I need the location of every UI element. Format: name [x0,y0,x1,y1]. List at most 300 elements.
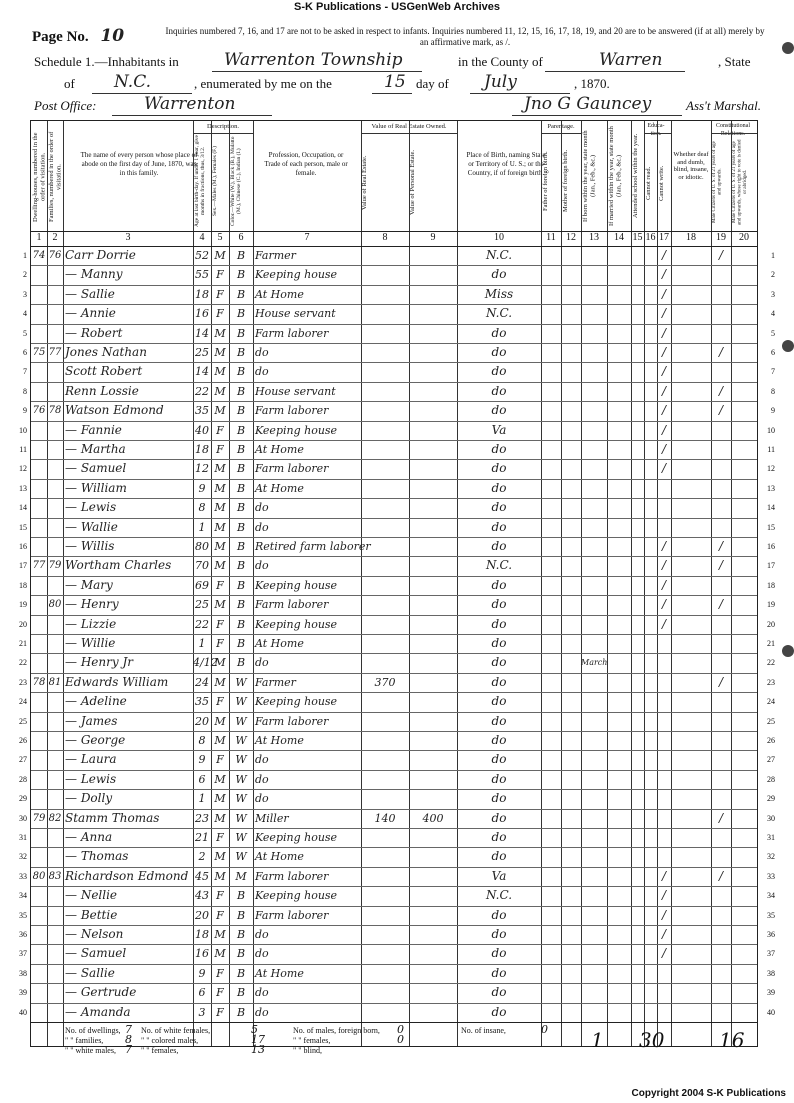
birthplace: do [491,480,507,495]
birthplace: Miss [484,286,514,301]
person-sex: M [214,656,226,670]
person-sex: M [214,404,226,418]
tally-citizens: 16 [719,1028,745,1052]
col-school-header: Attended school within the year. [632,133,639,219]
person-color: B [236,423,246,437]
cannot-write-mark: / [661,927,667,941]
person-name: — Fannie [65,422,122,437]
row-number-right: 28 [767,774,775,784]
person-occupation: At Home [255,850,304,864]
family-number: 80 [48,599,62,611]
person-name: — Henry [65,597,119,612]
row-number-left: 34 [19,891,27,901]
person-name: — William [65,480,127,495]
marshal-signature: Jno G Gauncey [524,94,652,114]
cannot-write-mark: / [661,539,667,553]
day-underline [372,93,412,94]
person-sex: F [216,695,224,709]
person-color: W [235,695,247,709]
person-color: B [236,617,246,631]
column-divider [253,121,254,1046]
real-estate-value: 370 [374,675,396,689]
punch-hole-top [782,42,794,54]
row-number-right: 17 [767,561,775,571]
person-sex: F [216,287,224,301]
row-number-left: 32 [19,852,27,862]
birthplace: N.C. [485,888,513,903]
person-occupation: House servant [255,307,336,321]
person-name: — George [65,733,126,747]
birthplace: do [491,927,507,941]
row-number-right: 21 [767,639,775,648]
row-number-left: 9 [23,406,27,416]
person-name: Renn Lossie [65,383,139,398]
row-number-left: 22 [19,658,27,668]
person-occupation: Farm laborer [255,869,329,883]
person-name: — Samuel [65,946,127,961]
person-occupation: do [255,947,269,961]
cannot-write-mark: / [661,325,667,340]
row-number-left: 7 [23,367,27,377]
person-name: — Adeline [65,694,127,709]
family-number: 76 [48,250,62,261]
column-number: 10 [494,232,504,243]
citizen-mark: / [718,403,724,418]
row-number-left: 11 [19,445,27,454]
person-age: 80 [195,540,209,553]
cannot-write-mark: / [661,345,667,359]
birthplace: do [491,519,507,534]
cannot-write-mark: / [661,248,667,262]
person-sex: F [216,908,224,922]
birthplace: do [491,810,507,825]
instructions-note: Inquiries numbered 7, 16, and 17 are not to be asked in respect to infants. Inquiries numbered 11, 12, 15, 16, 17, 18, 19, and 20 are to be answered (if at all) merely by an affirmative mark, as /. [165,26,765,47]
person-color: W [235,831,247,844]
dwellings-value: 7 [125,1023,132,1036]
person-sex: F [216,423,224,437]
person-name: — Sallie [65,965,115,980]
cannot-write-mark: / [661,558,667,573]
insane-label: No. of insane, [461,1026,506,1035]
column-divider [607,121,608,1046]
row-number-left: 17 [19,561,27,571]
birthplace: N.C. [485,558,513,573]
white-females-value: 5 [251,1023,258,1036]
person-sex: F [216,889,224,903]
person-age: 55 [195,268,209,282]
post-office-value: Warrenton [144,94,236,114]
family-number: 83 [48,870,62,882]
person-occupation: At Home [255,734,304,747]
col-disability-header: Whether deaf and dumb, blind, insane, or idiotic. [673,151,709,181]
group-header-divider [644,133,671,134]
person-occupation: Miller [255,811,289,825]
person-color: B [236,1005,246,1019]
person-sex: F [216,831,224,844]
row-number-left: 30 [19,813,27,823]
person-name: Jones Nathan [65,345,147,359]
constitutional-header: Constitutional Relations. [715,123,750,137]
person-sex: F [216,637,224,650]
row-number-right: 1 [771,251,775,260]
person-occupation: At Home [255,443,304,456]
person-age: 22 [195,384,209,398]
citizen-mark: / [718,597,724,612]
person-age: 70 [195,559,209,573]
person-color: W [235,811,247,825]
row-number-right: 20 [767,619,775,629]
row-number-right: 37 [767,949,775,959]
person-name: Watson Edmond [65,403,164,418]
dwelling-number: 75 [32,347,46,358]
person-name: — Annie [65,306,116,321]
birthplace: do [491,733,507,747]
birthplace: do [491,791,507,806]
person-age: 6 [198,986,206,1000]
birthplace: do [491,267,507,282]
birthplace: do [491,946,507,961]
white-females-label: No. of white females, [141,1026,211,1035]
person-sex: M [214,714,226,728]
person-sex: M [214,734,226,747]
person-sex: F [216,443,224,456]
person-occupation: At Home [255,966,304,980]
row-number-right: 36 [767,930,775,939]
birthplace: do [491,364,507,379]
row-number-left: 27 [19,755,27,765]
birthplace: do [491,442,507,456]
birthplace: do [491,403,507,418]
column-number: 8 [382,232,388,243]
person-name: — Martha [65,442,126,456]
insane-value: 0 [541,1023,548,1036]
person-occupation: do [255,346,269,359]
person-age: 45 [195,869,209,883]
row-number-right: 9 [771,406,775,416]
year-label: , 1870. [574,76,610,91]
person-occupation: do [255,520,269,534]
column-divider [361,121,362,1046]
birthplace: do [491,500,507,515]
person-color: W [235,675,247,689]
group-header-divider [711,133,757,134]
group-header-divider [361,133,457,134]
birthplace: do [491,539,507,553]
white-males-value: 7 [125,1043,132,1056]
family-number: 78 [48,405,62,417]
person-occupation: House servant [255,384,336,398]
person-color: B [236,656,246,670]
row-number-right: 29 [767,794,775,804]
person-color: M [235,869,247,883]
person-sex: M [214,540,226,553]
row-number-right: 23 [767,677,775,687]
families-label: " " families, [65,1036,104,1045]
day-value: 15 [384,72,406,92]
column-number: 6 [238,232,244,243]
person-age: 35 [195,695,209,709]
county-label: in the County of [458,54,543,69]
column-number: 12 [566,232,576,243]
person-occupation: Keeping house [255,578,338,592]
column-divider [581,121,582,1046]
person-color: B [236,578,246,592]
person-sex: M [214,365,226,379]
birthplace: do [491,849,507,864]
row-number-left: 29 [19,794,27,804]
person-name: — Lewis [65,500,117,515]
foreign-males-label: No. of males, foreign born, [293,1026,380,1035]
column-number: 18 [686,232,696,243]
person-sex: M [214,501,226,515]
post-office-underline [112,115,272,116]
person-age: 6 [198,772,206,786]
banner: S-K Publications - USGenWeb Archives [294,1,500,13]
cannot-write-mark: / [661,597,667,612]
schedule-label: Schedule 1.—Inhabitants in [34,54,179,69]
person-name: Stamm Thomas [65,810,160,825]
row-number-right: 12 [767,464,775,474]
column-number: 7 [304,232,310,243]
row-number-left: 26 [19,736,27,745]
copyright: Copyright 2004 S-K Publications [631,1088,786,1099]
person-sex: M [214,462,226,476]
person-color: B [236,346,246,359]
row-number-left: 6 [23,348,27,357]
person-sex: M [214,481,226,495]
person-age: 22 [195,617,209,631]
person-age: 20 [195,908,209,922]
cannot-write-mark: / [661,364,667,379]
state-value: N.C. [114,72,151,92]
person-sex: M [214,811,226,825]
person-age: 4/12 [193,656,218,670]
col-vote-denied-header: Male Citizens of U. S. of 21 years of age and upwards, whose right to vote is denied or abridged. [732,139,748,225]
row-number-left: 23 [19,677,27,687]
enumerated-label: , enumerated by me on the [194,76,332,91]
col-family-header: Families, numbered in the order of visitation. [48,131,63,223]
person-occupation: do [255,986,269,1000]
birthplace: do [491,985,507,1000]
citizen-mark: / [718,383,724,398]
person-name: — James [65,713,118,728]
column-number: 4 [199,232,205,243]
person-occupation: do [255,753,269,767]
birthplace: N.C. [485,306,513,321]
row-number-right: 30 [767,813,775,823]
person-sex: F [216,966,224,980]
parentage-header: Parentage. [547,123,575,130]
person-occupation: Farm laborer [255,462,329,476]
marshal-underline [512,115,682,116]
person-occupation: do [255,559,269,573]
person-sex: F [216,578,224,592]
cannot-write-mark: / [661,888,667,903]
person-age: 18 [195,443,209,456]
row-number-left: 21 [19,639,27,648]
person-age: 14 [195,365,209,379]
person-sex: M [214,869,226,883]
person-color: B [236,384,246,398]
col-dwelling-header: Dwelling-houses, numbered in the order of visitation. [32,132,47,222]
punch-hole-bottom [782,645,794,657]
page-number-label [32,26,124,46]
person-color: W [235,753,247,767]
of-label: of [64,76,75,91]
family-number: 77 [48,347,62,358]
person-sex: F [216,268,224,282]
birthplace: do [491,655,507,670]
person-name: — Lewis [65,771,117,786]
person-occupation: At Home [255,481,304,495]
person-name: — Thomas [65,849,129,864]
column-divider [671,121,672,1046]
row-number-right: 26 [767,736,775,745]
cannot-write-mark: / [661,907,667,922]
row-number-right: 19 [767,600,775,610]
column-number: 11 [546,232,556,243]
blind-label: " " blind, [293,1046,322,1055]
birthplace: do [491,752,507,767]
group-header-divider [193,133,253,134]
row-number-left: 24 [19,697,27,707]
state-label: , State [718,54,751,69]
person-name: — Laura [65,752,117,767]
person-occupation: do [255,1005,269,1019]
person-sex: M [214,947,226,961]
person-age: 18 [195,287,209,301]
person-color: W [235,714,247,728]
group-header-divider [541,133,581,134]
colored-females-label: " " females, [141,1046,179,1055]
column-divider [561,121,562,1046]
column-divider [631,121,632,1046]
person-sex: M [214,772,226,786]
citizen-mark: / [718,868,724,883]
person-age: 18 [195,928,209,941]
person-age: 35 [195,404,209,418]
person-color: B [236,889,246,903]
person-color: B [236,947,246,961]
birthplace: do [491,1004,507,1019]
person-color: B [236,928,246,941]
person-color: B [236,307,246,321]
person-sex: F [216,1005,224,1019]
birth-month: March [581,658,608,668]
marshal-label: Ass't Marshal. [686,98,762,113]
person-color: B [236,966,246,980]
person-age: 2 [198,850,206,864]
cannot-write-mark: / [661,461,667,476]
column-number: 5 [217,232,223,243]
row-number-right: 16 [767,542,775,551]
person-age: 9 [198,481,206,495]
citizen-mark: / [718,674,724,689]
person-sex: M [214,346,226,359]
cannot-write-mark: / [661,267,667,282]
citizen-mark: / [718,539,724,553]
person-color: B [236,268,246,282]
row-number-left: 19 [19,600,27,610]
person-age: 24 [195,675,209,689]
col-cannot-write-header: Cannot write. [658,165,665,201]
row-number-left: 39 [19,988,27,998]
person-sex: M [214,928,226,941]
col-cannot-read-header: Cannot read. [645,166,652,200]
col-mother-foreign-header: Mother of foreign birth. [562,149,569,213]
column-divider [63,121,64,1046]
col-age-header: Age at last birth-day. If under 1 year, give months in fractions, thus, 3/12. [194,135,206,227]
person-color: B [236,462,246,476]
row-number-right: 8 [771,386,775,396]
cannot-write-mark: / [661,422,667,437]
col-birthplace-header: Place of Birth, naming State or Territory of U. S.; or the Country, if of foreign birth. [466,151,546,177]
foreign-males-value: 0 [397,1023,404,1036]
person-sex: M [214,559,226,573]
colored-females-value: 13 [251,1043,265,1056]
person-color: B [236,540,246,553]
person-name: — Amanda [65,1004,131,1019]
person-color: B [236,520,246,534]
birthplace: Va [491,422,507,437]
col-born-month-header: If born within the year, state month (Jan., Feb., &c.) [582,130,597,222]
column-divider [409,121,410,1046]
person-age: 1 [198,637,206,650]
column-number: 1 [36,232,42,243]
person-occupation: Farm laborer [255,326,329,340]
birthplace: do [491,325,507,340]
day-of-label: day of [416,76,449,91]
person-age: 14 [195,326,209,340]
cannot-write-mark: / [661,868,667,883]
person-occupation: At Home [255,287,304,301]
person-occupation: Farmer [255,249,296,262]
cannot-write-mark: / [661,306,667,321]
person-name: Richardson Edmond [65,868,189,883]
person-name: — Anna [65,830,113,844]
column-number: 15 [632,232,643,243]
person-name: Carr Dorrie [65,248,136,262]
row-number-right: 34 [767,891,775,901]
footer-divider [31,1022,757,1023]
cannot-write-mark: / [661,286,667,301]
row-number-left: 31 [19,833,27,842]
person-age: 1 [198,520,206,534]
birthplace: do [491,713,507,728]
birthplace: do [491,830,507,844]
person-color: B [236,365,246,379]
row-number-left: 10 [19,425,27,435]
post-office-label: Post Office: [34,98,97,113]
person-name: — Willis [65,539,115,553]
person-age: 25 [195,346,209,359]
birthplace: do [491,694,507,709]
person-color: B [236,326,246,340]
tally-cannot-write: 30 [639,1028,665,1052]
person-name: Scott Robert [65,364,143,379]
person-name: — Manny [65,267,123,282]
row-number-right: 14 [767,503,775,513]
person-occupation: Keeping house [255,268,338,282]
county-underline [545,71,685,72]
row-number-left: 5 [23,328,27,338]
person-age: 12 [195,462,209,476]
person-occupation: Keeping house [255,423,338,437]
row-number-left: 28 [19,774,27,784]
person-age: 8 [198,501,206,515]
col-occupation-header: Profession, Occupation, or Trade of each person, male or female. [264,151,348,177]
person-occupation: Keeping house [255,831,338,844]
